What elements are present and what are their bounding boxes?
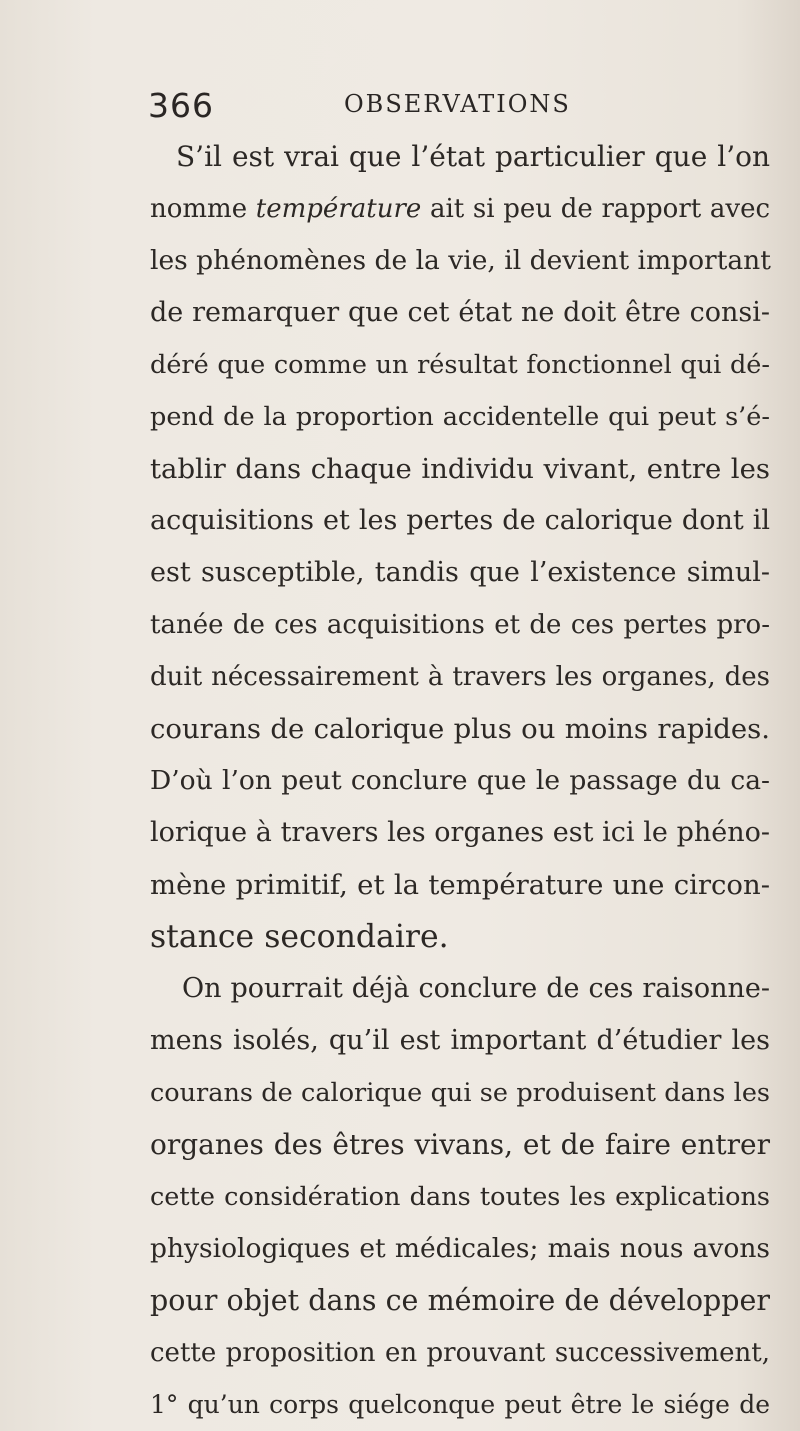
text-line: lorique à travers les organes est ici le phéno- <box>150 817 770 848</box>
text-line: mène primitif, et la température une circon- <box>150 869 770 901</box>
text-line: S’il est vrai que l’état particulier que l’on <box>176 140 770 173</box>
text-line: courans de calorique qui se produisent dans les <box>150 1078 770 1108</box>
text-line: pour objet dans ce mémoire de développer <box>150 1284 770 1317</box>
text-line <box>150 183 770 235</box>
text-line: déré que comme un résultat fonctionnel qui dé- <box>150 350 770 380</box>
text-line: organes des êtres vivans, et de faire entrer <box>150 1128 770 1161</box>
text-line: tanée de ces acquisitions et de ces pertes pro- <box>150 610 770 640</box>
running-head <box>148 86 768 126</box>
text-line: pend de la proportion accidentelle qui peut s’é- <box>150 402 770 432</box>
text-line: mens isolés, qu’il est important d’étudier les <box>150 1025 770 1056</box>
text-line: stance secondaire. <box>150 919 449 955</box>
text-line: les phénomènes de la vie, il devient important <box>150 245 771 276</box>
text-line: physiologiques et médicales; mais nous avons <box>150 1233 770 1264</box>
text-line: de remarquer que cet état ne doit être consi- <box>150 297 770 328</box>
text-line: cette considération dans toutes les explications <box>150 1182 770 1212</box>
body-text <box>150 131 770 1431</box>
text-line: courans de calorique plus ou moins rapides. <box>150 713 770 745</box>
italic-term: température <box>255 194 422 224</box>
running-title: OBSERVATIONS <box>344 90 571 118</box>
text-line: tablir dans chaque individu vivant, entre les <box>150 453 770 485</box>
page-number: 366 <box>148 86 214 125</box>
text-fragment: ait si peu de rapport avec <box>429 194 771 224</box>
text-line: 1° qu’un corps quelconque peut être le siége de <box>150 1390 770 1419</box>
text-line: D’où l’on peut conclure que le passage du ca- <box>150 765 770 796</box>
text-fragment: nomme <box>150 194 248 224</box>
text-line: On pourrait déjà conclure de ces raisonne- <box>182 973 770 1004</box>
text-line: acquisitions et les pertes de calorique dont il <box>150 505 770 536</box>
text-line: duit nécessairement à travers les organes, des <box>150 662 770 692</box>
text-line: cette proposition en prouvant successivement, <box>150 1338 770 1368</box>
text-line: est susceptible, tandis que l’existence simul- <box>150 557 770 588</box>
